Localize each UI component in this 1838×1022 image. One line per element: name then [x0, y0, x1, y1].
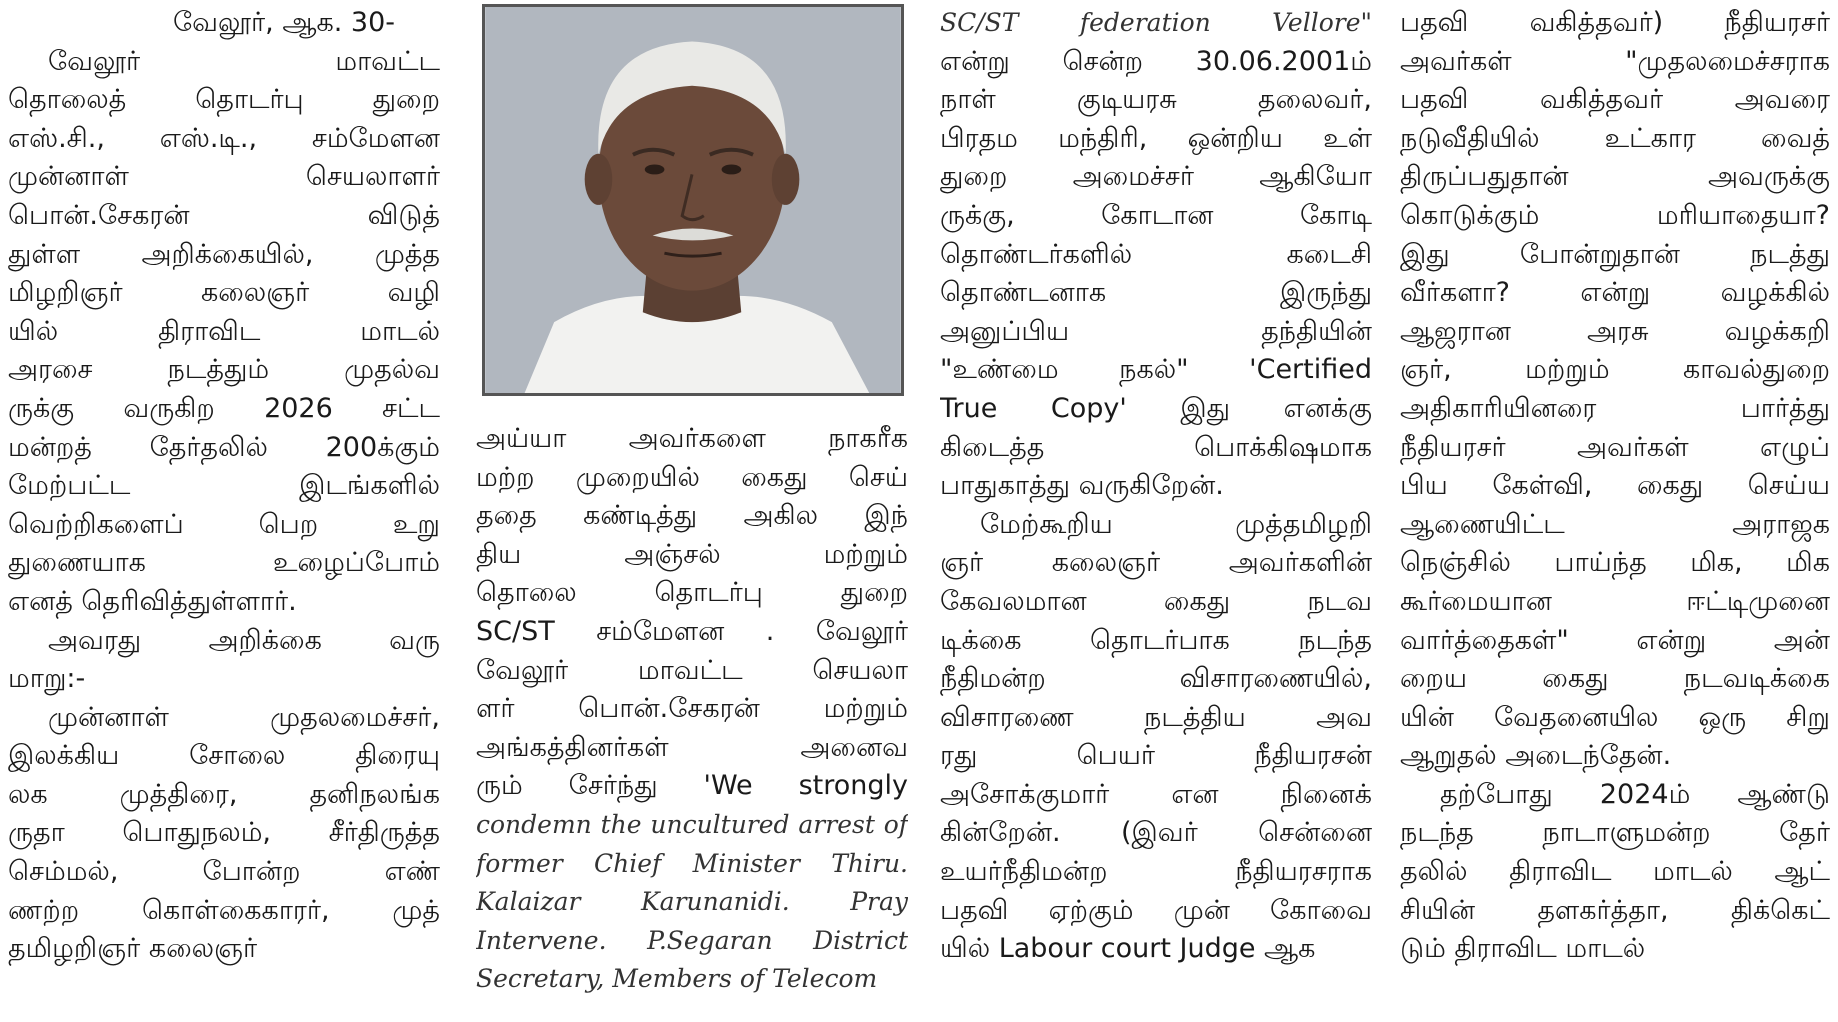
col1-line: மேற்பட்ட இடங்களில்: [8, 470, 440, 502]
col1-line: வேலூர், ஆக. 30-: [173, 7, 395, 38]
col3-line: நீதிமன்ற விசாரணையில்,: [940, 663, 1372, 695]
col4-line: நடந்த நாடாளுமன்ற தேர்: [1400, 817, 1830, 849]
col4-line: ஆஜரான அரசு வழக்கறி: [1400, 315, 1830, 347]
col1-line: லக முத்திரை, தனிநலங்க: [8, 778, 440, 810]
col1-line: மிழறிஞர் கலைஞர் வழி: [8, 277, 440, 309]
col2-line: Kalaizar Karunanidi. Pray: [476, 887, 908, 917]
col3-line: யில் Labour court Judge ஆக: [940, 933, 1316, 965]
col4-line: தற்போது 2024ம் ஆண்டு: [1440, 778, 1830, 810]
col4-line: அவர்கள் "முதலமைச்சராக: [1400, 45, 1830, 77]
col1-line: துள்ள அறிக்கையில், முத்த: [8, 238, 440, 270]
col3-line: "உண்மை நகல்" 'Certified: [940, 354, 1372, 386]
col3-line: டிக்கை தொடர்பாக நடந்த: [940, 624, 1372, 656]
col2-line: condemn the uncultured arrest of: [476, 809, 908, 839]
col2-line: வேலூர் மாவட்ட செயலா: [476, 654, 908, 686]
col3-line: பதவி ஏற்கும் முன் கோவை: [940, 894, 1372, 926]
col4-line: வீர்களா? என்று வழக்கில்: [1400, 277, 1830, 309]
col3-line: கேவலமான கைது நடவ: [940, 585, 1372, 617]
col4-line: பிய கேள்வி, கைது செய்ய: [1400, 470, 1830, 502]
col4-line: திருப்பதுதான் அவருக்கு: [1400, 161, 1830, 193]
column-4: [1400, 4, 1830, 969]
col1-line: வெற்றிகளைப் பெற உறு: [8, 508, 440, 540]
col1-line: செம்மல், போன்ற எண்: [8, 856, 440, 888]
col2-line: தொலை தொடர்பு துறை: [476, 577, 908, 609]
col3-line: விசாரணை நடத்திய அவ: [940, 701, 1372, 733]
portrait-illustration: [485, 7, 901, 393]
col1-line: ருக்கு வருகிற 2026 சட்ட: [8, 392, 440, 424]
col3-line: SC/ST federation Vellore": [940, 8, 1372, 37]
col3-line: உயர்நீதிமன்ற நீதியரசராக: [940, 856, 1372, 888]
col4-line: டும் திராவிட மாடல்: [1400, 933, 1646, 965]
col4-line: சியின் தளகர்த்தா, திக்கெட்: [1400, 894, 1830, 926]
col2-line: Intervene. P.Segaran District: [476, 925, 908, 955]
col3-line: பிரதம மந்திரி, ஒன்றிய உள்: [940, 122, 1372, 154]
col1-line: அவரது அறிக்கை வரு: [48, 624, 440, 656]
col4-line: கொடுக்கும் மரியாதையா?: [1400, 199, 1830, 231]
column-2: [476, 420, 908, 999]
col3-line: ரது பெயர் நீதியரசன்: [940, 740, 1372, 772]
col3-line: அனுப்பிய தந்தியின்: [940, 315, 1372, 347]
col3-line: என்று சென்ற 30.06.2001ம்: [940, 45, 1372, 77]
col1-line: மாறு:-: [8, 663, 86, 695]
col4-line: தலில் திராவிட மாடல் ஆட்: [1400, 856, 1830, 888]
col2-line: ரும் சேர்ந்து 'We strongly: [476, 770, 908, 802]
col1-line: முன்னாள் முதலமைச்சர்,: [48, 701, 440, 733]
col3-line: ருக்கு, கோடான கோடி: [940, 199, 1372, 231]
col4-line: பதவி வகித்தவர் அவரை: [1400, 84, 1830, 116]
col1-line: தமிழறிஞர் கலைஞர்: [8, 933, 258, 965]
col3-line: ஞர் கலைஞர் அவர்களின்: [940, 547, 1372, 579]
col1-line: ருதா பொதுநலம், சீர்திருத்த: [8, 817, 440, 849]
col2-line: ளர் பொன்.சேகரன் மற்றும்: [476, 693, 908, 725]
col1-line: மன்றத் தேர்தலில் 200க்கும்: [8, 431, 440, 463]
col2-line: திய அஞ்சல் மற்றும்: [476, 538, 908, 570]
col4-line: அதிகாரியினரை பார்த்து: [1400, 392, 1830, 424]
col4-line: யின் வேதனையில ஒரு சிறு: [1400, 701, 1830, 733]
col3-line: True Copy' இது எனக்கு: [940, 392, 1372, 424]
col3-line: துறை அமைச்சர் ஆகியோ: [940, 161, 1372, 193]
col3-line: தொண்டனாக இருந்து: [940, 277, 1372, 309]
col1-line: ணற்ற கொள்கைகாரர், முத்: [8, 894, 440, 926]
col3-line: கிடைத்த பொக்கிஷமாக: [940, 431, 1372, 463]
col3-line: கின்றேன். (இவர் சென்னை: [940, 817, 1372, 849]
col3-line: அசோக்குமார் என நினைக்: [940, 778, 1372, 810]
col3-line: பாதுகாத்து வருகிறேன்.: [940, 470, 1224, 502]
col1-line: முன்னாள் செயலாளர்: [8, 161, 440, 193]
col2-line: ததை கண்டித்து அகில இந்: [476, 500, 908, 532]
col2-line: former Chief Minister Thiru.: [476, 848, 908, 878]
col3-line: தொண்டர்களில் கடைசி: [940, 238, 1372, 270]
col4-line: கூர்மையான ஈட்டிமுனை: [1400, 585, 1830, 617]
col2-line: SC/ST சம்மேளன . வேலூர்: [476, 615, 908, 647]
col2-line: அய்யா அவர்களை நாகரீக: [476, 423, 908, 454]
col1-line: அரசை நடத்தும் முதல்வ: [8, 354, 440, 386]
col4-line: நடுவீதியில் உட்கார வைத்: [1400, 122, 1830, 154]
col1-line: எனத் தெரிவித்துள்ளார்.: [8, 585, 297, 617]
col1-line: வேலூர் மாவட்ட: [48, 45, 440, 77]
col1-line: தொலைத் தொடர்பு துறை: [8, 84, 440, 116]
col1-line: யில் திராவிட மாடல்: [8, 315, 440, 347]
col4-line: நீதியரசர் அவர்கள் எழுப்: [1400, 431, 1830, 463]
col4-line: றைய கைது நடவடிக்கை: [1400, 663, 1830, 695]
col1-line: துணையாக உழைப்போம்: [8, 547, 440, 579]
col4-line: ஆறுதல் அடைந்தேன்.: [1400, 740, 1672, 772]
portrait-photo: [482, 4, 904, 396]
column-1: [8, 4, 440, 969]
col2-line: மற்ற முறையில் கைது செய்: [476, 461, 908, 493]
col2-line: Secretary, Members of Telecom: [476, 964, 878, 994]
col3-line: மேற்கூறிய முத்தமிழறி: [980, 508, 1372, 540]
column-3: [940, 4, 1372, 969]
col2-line: அங்கத்தினர்கள் அனைவ: [476, 731, 908, 763]
col4-line: வார்த்தைகள்" என்று அன்: [1400, 624, 1830, 656]
col3-line: நாள் குடியரசு தலைவர்,: [940, 84, 1372, 116]
col4-line: ஆணையிட்ட அராஜக: [1400, 508, 1830, 540]
col1-line: இலக்கிய சோலை திரையு: [8, 740, 440, 772]
col4-line: ஞர், மற்றும் காவல்துறை: [1400, 354, 1830, 386]
col4-line: இது போன்றுதான் நடத்து: [1400, 238, 1830, 270]
col1-line: எஸ்.சி., எஸ்.டி., சம்மேளன: [8, 122, 440, 154]
col1-line: பொன்.சேகரன் விடுத்: [8, 199, 440, 231]
col4-line: பதவி வகித்தவர்) நீதியரசர்: [1400, 7, 1830, 38]
col4-line: நெஞ்சில் பாய்ந்த மிக, மிக: [1400, 547, 1830, 579]
